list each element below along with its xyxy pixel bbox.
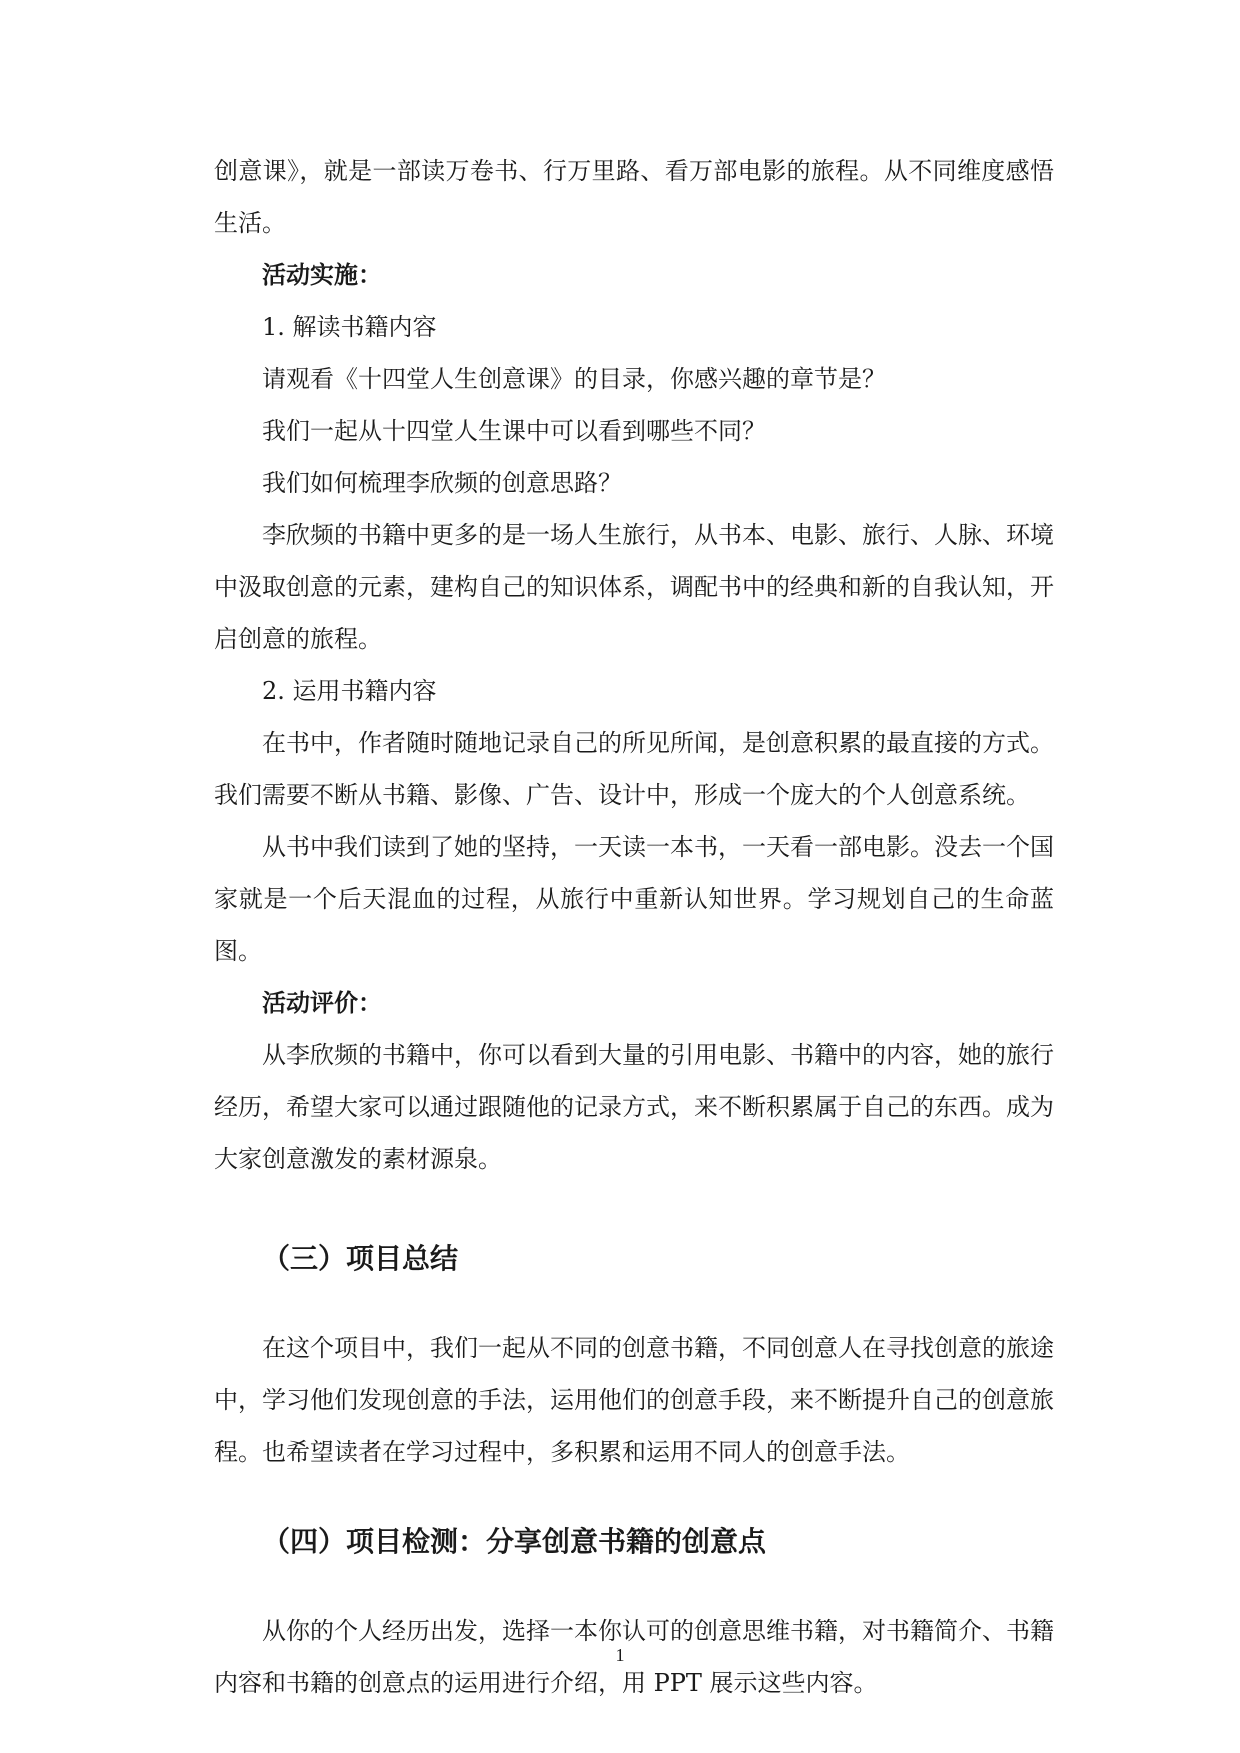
page-number: 1 — [615, 1645, 625, 1665]
intro-continuation: 创意课》，就是一部读万卷书、行万里路、看万部电影的旅程。从不同维度感悟生活。 — [214, 157, 1054, 237]
activity-evaluation-label: 活动评价： — [262, 989, 382, 1017]
activity-implementation-label: 活动实施： — [262, 261, 382, 289]
paragraph-1: 李欣频的书籍中更多的是一场人生旅行，从书本、电影、旅行、人脉、环境中汲取创意的元素，建构自己的知识体系，调配书中的经典和新的自我认知，开启创意的旅程。 — [214, 521, 1054, 653]
section-3-body: 在这个项目中，我们一起从不同的创意书籍，不同创意人在寻找创意的旅途中，学习他们发现创意的手法，运用他们的创意手段，来不断提升自己的创意旅程。也希望读者在学习过程中，多积累和运用不同人的创意手法。 — [214, 1334, 1054, 1466]
question-3: 我们如何梳理李欣频的创意思路？ — [262, 469, 622, 497]
question-1: 请观看《十四堂人生创意课》的目录，你感兴趣的章节是？ — [262, 365, 886, 393]
paragraph-2: 在书中，作者随时随地记录自己的所见所闻，是创意积累的最直接的方式。我们需要不断从书籍、影像、广告、设计中，形成一个庞大的个人创意系统。 — [214, 729, 1054, 809]
page-body — [214, 145, 1054, 1709]
step-2-title: 2. 运用书籍内容 — [262, 677, 437, 705]
paragraph-4: 从李欣频的书籍中，你可以看到大量的引用电影、书籍中的内容，她的旅行经历，希望大家可以通过跟随他的记录方式，来不断积累属于自己的东西。成为大家创意激发的素材源泉。 — [214, 1041, 1054, 1173]
section-3-heading: （三）项目总结 — [262, 1242, 459, 1275]
section-4-heading: （四）项目检测：分享创意书籍的创意点 — [262, 1525, 767, 1558]
section-4-body: 从你的个人经历出发，选择一本你认可的创意思维书籍，对书籍简介、书籍内容和书籍的创意点的运用进行介绍，用 PPT 展示这些内容。 — [214, 1617, 1054, 1697]
step-1-title: 1. 解读书籍内容 — [262, 313, 437, 341]
question-2: 我们一起从十四堂人生课中可以看到哪些不同？ — [262, 417, 766, 445]
paragraph-3: 从书中我们读到了她的坚持，一天读一本书，一天看一部电影。没去一个国家就是一个后天混血的过程，从旅行中重新认知世界。学习规划自己的生命蓝图。 — [214, 833, 1054, 965]
